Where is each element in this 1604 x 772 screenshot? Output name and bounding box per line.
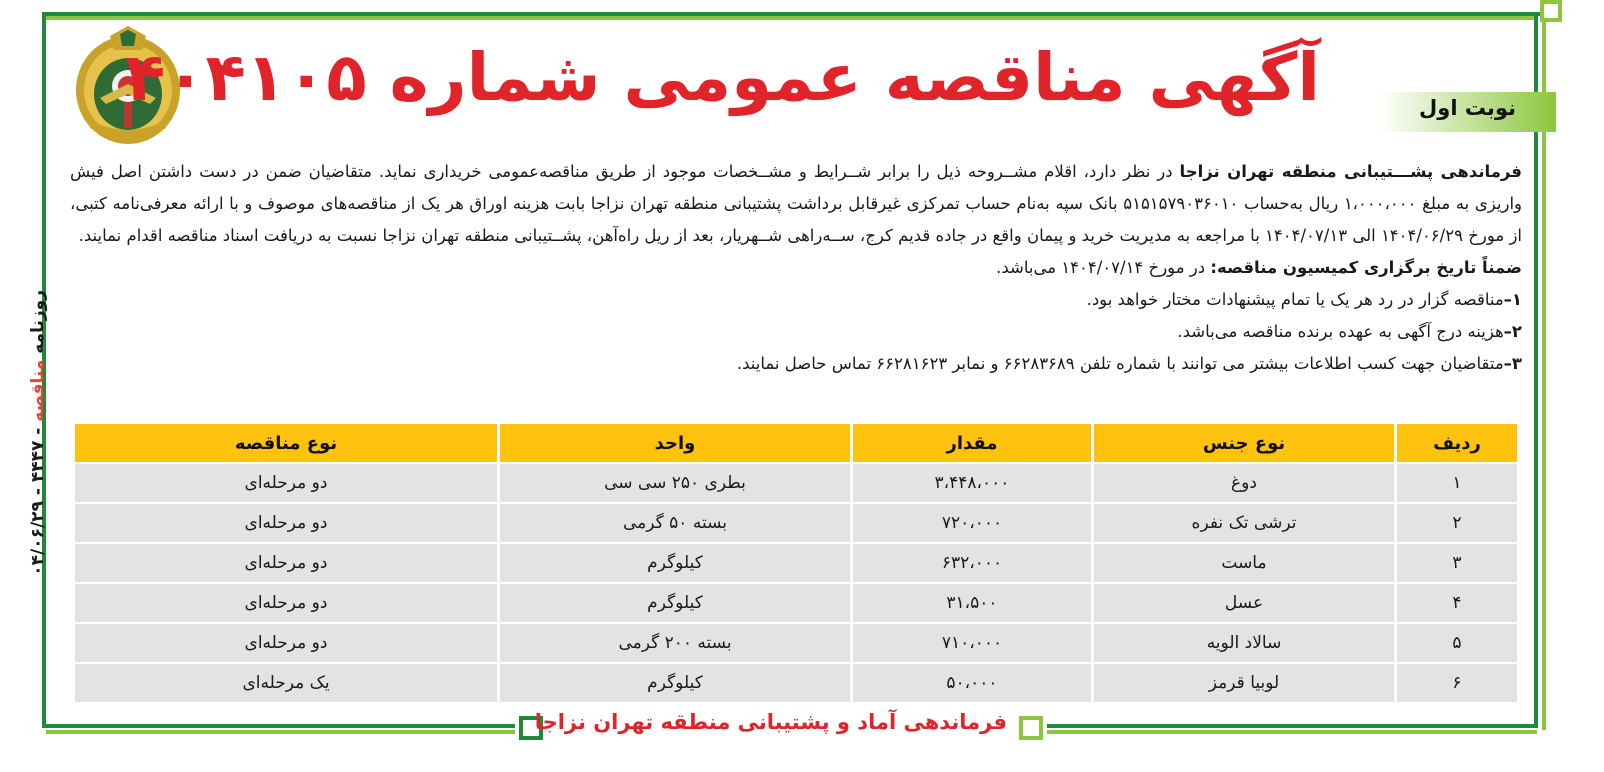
cell-tender-type: دو مرحله‌ای [75,624,497,662]
cell-tender-type: دو مرحله‌ای [75,464,497,502]
cell-quantity: ۳،۴۴۸،۰۰۰ [853,464,1091,502]
header-tender-type: نوع مناقصه [75,424,497,462]
note-text: متقاضیان جهت کسب اطلاعات بیشتر می توانند با شماره تلفن ۶۶۲۸۳۶۸۹ و نمابر ۶۶۲۸۱۶۲۳ تماس حاصل نمایند. [736,354,1504,373]
items-table [72,422,1520,704]
table-header-row [75,424,1517,462]
cell-tender-type: یک مرحله‌ای [75,664,497,702]
note-number: ۳– [1503,354,1522,373]
table-row [75,464,1517,502]
cell-unit: کیلوگرم [500,544,850,582]
table-row [75,624,1517,662]
cell-tender-type: دو مرحله‌ای [75,544,497,582]
intro-text: در نظر دارد، اقلام مشــروحه ذیل را برابر شــرایط و مشــخصات موجود از طریق مناقصه‌عمومی خریداری نماید. متقاضیان ضمن در دست داشتن اصل فیش واریزی به مبلغ ۱،۰۰۰،۰۰۰ ریال به‌حساب ۵۱۵۱۵۷۹۰۳۶۰۱۰ بانک سپه به‌نام حساب تمرکزی غیرقابل برداشت پشتیبانی منطقه تهران نزاجا بابت هزینه اوراق هر یک از مناقصه‌های موصوف و با ارائه معرفی‌نامه کتبی، از مورخ ۱۴۰۴/۰۶/۲۹ الی ۱۴۰۴/۰۷/۱۳ با مراجعه به مدیریت خرید و پیمان واقع در جاده قدیم کرج، ســه‌راهی شــهریار، بعد از ریل راه‌آهن، پشــتیبانی منطقه تهران نزاجا نسبت به دریافت اسناد مناقصه اقدام نمایند. [70,162,1523,245]
note-item [70,348,1522,380]
cell-unit: بسته ۲۰۰ گرمی [500,624,850,662]
header-row-number: ردیف [1397,424,1517,462]
cell-tender-type: دو مرحله‌ای [75,584,497,622]
cell-row-number: ۶ [1397,664,1517,702]
note-text: هزینه درج آگهی به عهده برنده مناقصه می‌باشد. [1177,322,1504,341]
commission-text: در مورخ ۱۴۰۴/۰۷/۱۴ می‌باشد. [996,258,1211,277]
page-title: آگهی مناقصه عمومی شماره ۴۰۴۱۰۵ [124,39,1320,116]
table-row [75,544,1517,582]
cell-quantity: ۶۳۲،۰۰۰ [853,544,1091,582]
commission-paragraph [70,252,1522,284]
cell-item-type: سالاد الویه [1094,624,1394,662]
cell-unit: بسته ۵۰ گرمی [500,504,850,542]
cell-unit: کیلوگرم [500,584,850,622]
cell-quantity: ۵۰،۰۰۰ [853,664,1091,702]
header-quantity: مقدار [853,424,1091,462]
footer-organization: فرماندهی آماد و پشتیبانی منطقه تهران نزاجا [534,710,1007,734]
cell-row-number: ۲ [1397,504,1517,542]
cell-row-number: ۱ [1397,464,1517,502]
cell-quantity: ۷۱۰،۰۰۰ [853,624,1091,662]
table-row [75,664,1517,702]
commission-label: ضمناً تاریخ برگزاری کمیسیون مناقصه: [1210,258,1522,277]
announcement-body [70,156,1522,380]
cell-item-type: عسل [1094,584,1394,622]
cell-item-type: لوبیا قرمز [1094,664,1394,702]
frame-corner-square [1540,0,1562,22]
cell-quantity: ۳۱،۵۰۰ [853,584,1091,622]
table-row [75,584,1517,622]
round-tab [1380,92,1556,132]
intro-paragraph [70,156,1522,252]
cell-unit: کیلوگرم [500,664,850,702]
footer-square-icon [1019,716,1043,740]
cell-item-type: ماست [1094,544,1394,582]
table-row [75,504,1517,542]
note-item [70,284,1522,316]
round-label: نوبت اول [1419,96,1516,120]
cell-item-type: دوغ [1094,464,1394,502]
newspaper-label: روزنامه [28,290,48,354]
newspaper-brand [28,360,48,422]
frame-accent-top [46,16,1538,20]
cell-unit: بطری ۲۵۰ سی سی [500,464,850,502]
header-unit: واحد [500,424,850,462]
cell-quantity: ۷۲۰،۰۰۰ [853,504,1091,542]
cell-item-type: ترشی تک نفره [1094,504,1394,542]
note-text: مناقصه گزار در رد هر یک یا تمام پیشنهادات مختار خواهد بود. [1086,290,1504,309]
cell-tender-type: دو مرحله‌ای [75,504,497,542]
header-item-type: نوع جنس [1094,424,1394,462]
organization-name: فرماندهی پشـــتیبانی منطقه تهران نزاجا [1179,162,1522,181]
cell-row-number: ۵ [1397,624,1517,662]
note-number: ۲– [1503,322,1522,341]
note-number: ۱– [1503,290,1522,309]
cell-row-number: ۴ [1397,584,1517,622]
note-item [70,316,1522,348]
cell-row-number: ۳ [1397,544,1517,582]
side-caption [28,290,48,590]
footer [515,708,1047,748]
issue-info: - ۴۴۴۷ - ۰۴/۰۶/۲۹ [28,427,48,576]
brand-text: مناقصه [28,359,48,422]
